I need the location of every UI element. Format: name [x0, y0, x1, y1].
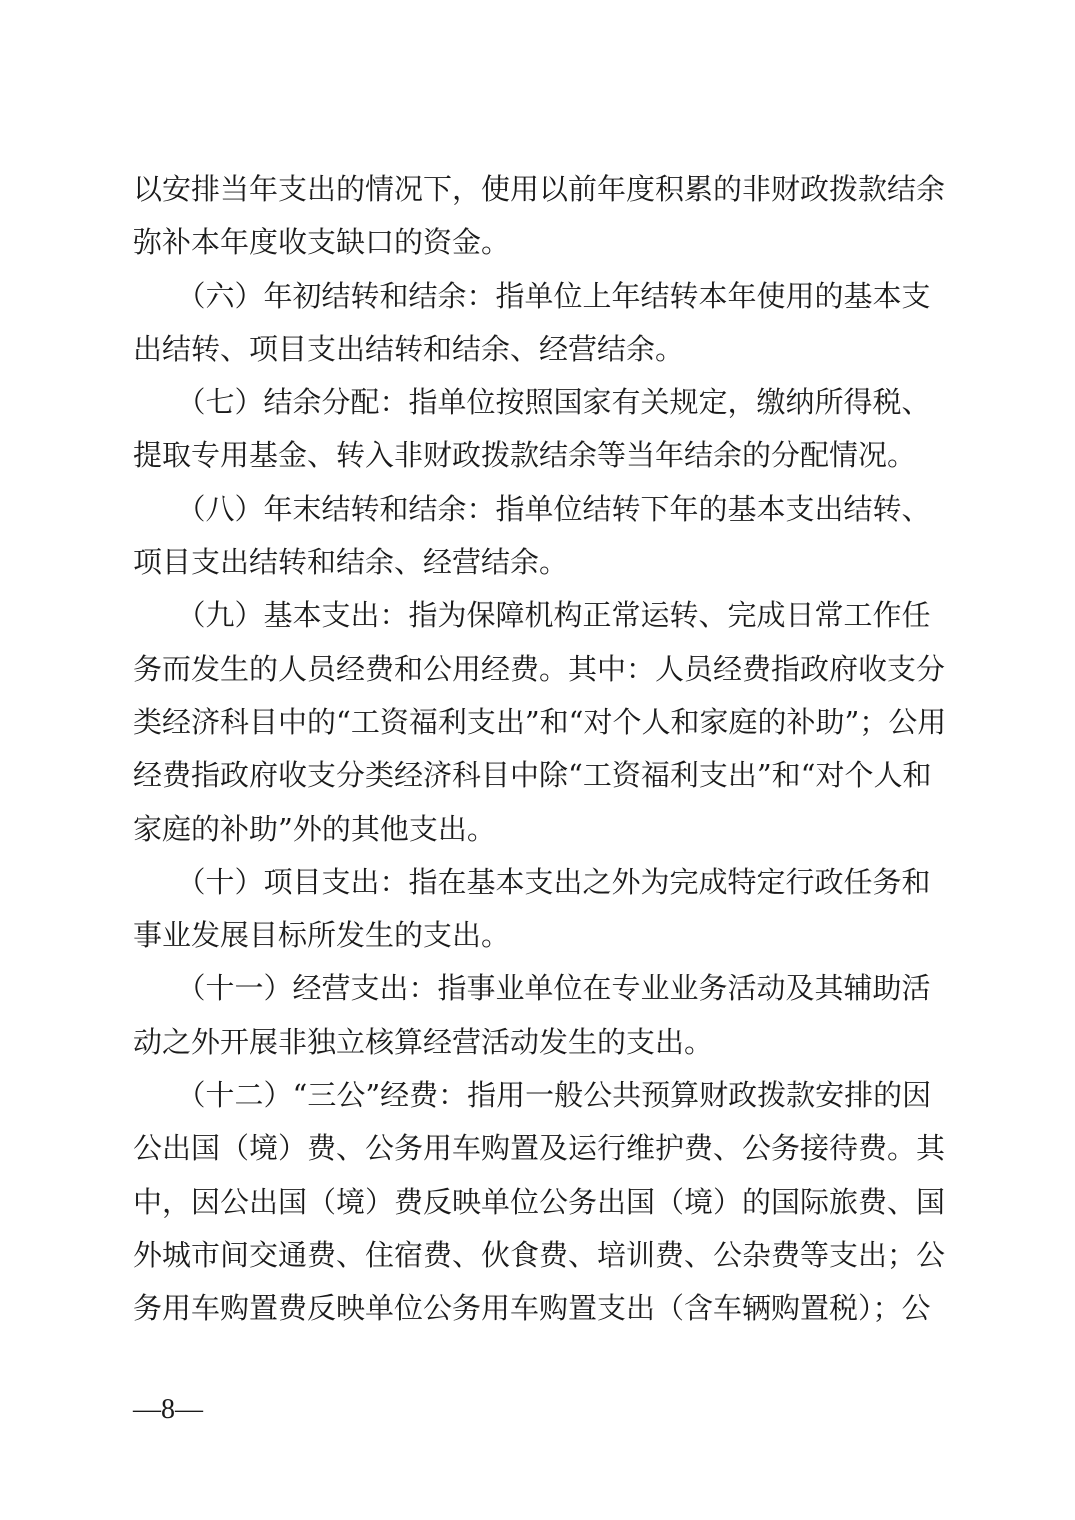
page-number: —8—	[133, 1394, 203, 1425]
body-text	[133, 163, 947, 1336]
text-line: 外城市间交通费、住宿费、伙食费、培训费、公杂费等支出；公	[133, 1237, 946, 1272]
text-line: （十）项目支出：指在基本支出之外为完成特定行政任务和	[133, 864, 931, 899]
text-line: （七）结余分配：指单位按照国家有关规定，缴纳所得税、	[133, 385, 931, 420]
text-line: 项目支出结转和结余、经营结余。	[133, 545, 569, 580]
text-line: （十一）经营支出：指事业单位在专业业务活动及其辅助活	[133, 971, 931, 1006]
text-line: （十二）“三公”经费：指用一般公共预算财政拨款安排的因	[133, 1078, 932, 1113]
text-line: （六）年初结转和结余：指单位上年结转本年使用的基本支	[133, 278, 931, 313]
text-line: 务用车购置费反映单位公务用车购置支出（含车辆购置税）；公	[133, 1291, 931, 1326]
text-line: 出结转、项目支出结转和结余、经营结余。	[133, 331, 685, 366]
text-line: 提取专用基金、转入非财政拨款结余等当年结余的分配情况。	[133, 438, 917, 473]
text-line: （九）基本支出：指为保障机构正常运转、完成日常工作任	[133, 598, 931, 633]
text-line: 务而发生的人员经费和公用经费。其中：人员经费指政府收支分	[133, 651, 946, 686]
text-line: 经费指政府收支分类经济科目中除“工资福利支出”和“对个人和	[133, 758, 932, 793]
text-line: 事业发展目标所发生的支出。	[133, 918, 511, 953]
text-line: 公出国（境）费、公务用车购置及运行维护费、公务接待费。其	[133, 1131, 946, 1166]
text-line: 以安排当年支出的情况下，使用以前年度积累的非财政拨款结余	[133, 172, 946, 206]
text-line: 中，因公出国（境）费反映单位公务出国（境）的国际旅费、国	[133, 1184, 946, 1219]
text-line: 弥补本年度收支缺口的资金。	[133, 225, 511, 260]
text-line: （八）年末结转和结余：指单位结转下年的基本支出结转、	[133, 491, 931, 526]
text-line: 家庭的补助”外的其他支出。	[133, 811, 496, 846]
text-line: 动之外开展非独立核算经营活动发生的支出。	[133, 1024, 714, 1059]
text-line: 类经济科目中的“工资福利支出”和“对个人和家庭的补助”；公用	[133, 704, 947, 739]
